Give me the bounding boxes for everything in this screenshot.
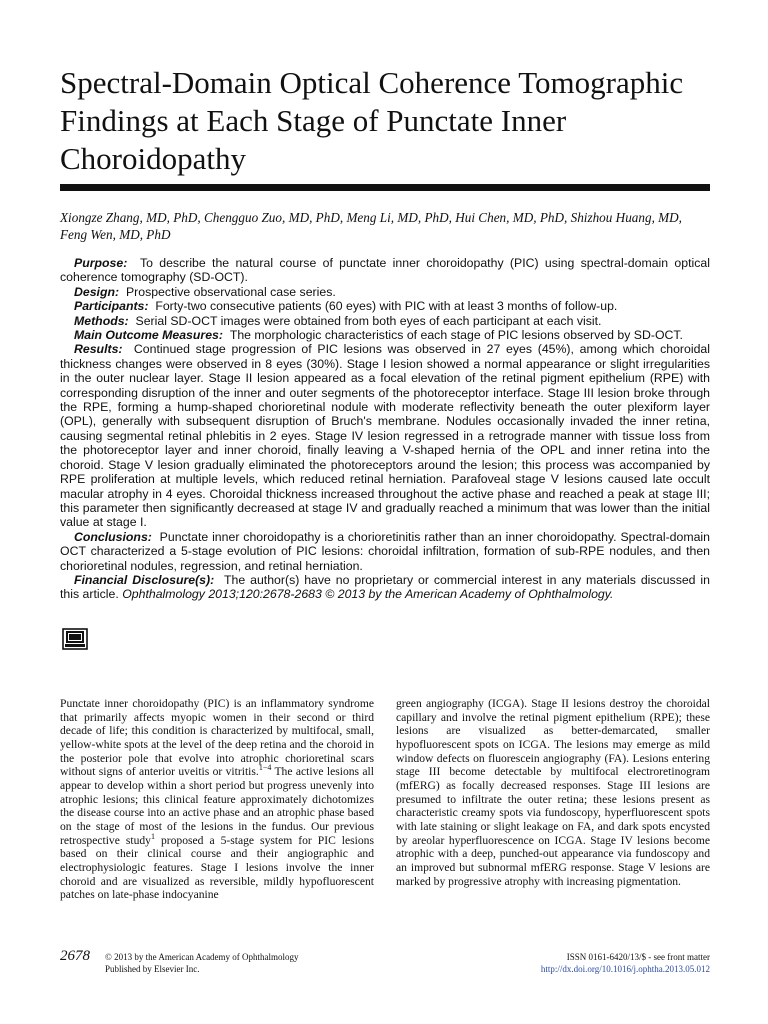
body-column-left bbox=[60, 697, 374, 902]
abstract-results bbox=[60, 342, 710, 529]
design-label: Design: bbox=[74, 284, 120, 299]
abstract-disclosure bbox=[60, 573, 710, 602]
copyright-line: © 2013 by the American Academy of Ophthalmology bbox=[105, 952, 299, 962]
abstract bbox=[60, 256, 710, 602]
journal-citation: Ophthalmology 2013;120:2678-2683 © 2013 by the American Academy of Ophthalmology. bbox=[122, 587, 614, 602]
abstract-purpose bbox=[60, 256, 710, 285]
disclosure-text: The author(s) have no proprietary or commercial interest in any materials discussed in this article. bbox=[60, 572, 710, 602]
methods-text: Serial SD-OCT images were obtained from both eyes of each participant at each visit. bbox=[135, 313, 602, 328]
results-label: Results: bbox=[74, 342, 123, 357]
participants-label: Participants: bbox=[74, 299, 149, 314]
purpose-label: Purpose: bbox=[74, 256, 128, 270]
conclusions-label: Conclusions: bbox=[74, 529, 152, 544]
outcome-text: The morphologic characteristics of each stage of PIC lesions observed by SD-OCT. bbox=[229, 328, 683, 343]
purpose-text: To describe the natural course of punctate inner choroidopathy (PIC) using spectral-domain optical coherence tomography (SD-OCT). bbox=[60, 256, 710, 285]
outcome-label: Main Outcome Measures: bbox=[74, 328, 223, 343]
issn-block bbox=[541, 951, 710, 975]
computer-monitor-icon bbox=[62, 628, 88, 650]
methods-label: Methods: bbox=[74, 313, 129, 328]
disclosure-label: Financial Disclosure(s): bbox=[74, 572, 215, 587]
intro-paragraph bbox=[60, 697, 374, 902]
doi-link[interactable]: http://dx.doi.org/10.1016/j.ophtha.2013.05.012 bbox=[540, 964, 710, 974]
conclusions-text: Punctate inner choroidopathy is a chorioretinitis rather than an inner choroidopathy. Spectral-domain OCT characterized a 5-stage evolution of PIC lesions: choroidal infiltration, formation of sub-RPE nodules, and then chorioretinal nodules, regression, and retinal herniation. bbox=[60, 529, 710, 573]
intro-text-c: proposed a 5-stage system for PIC lesions based on their clinical course and their angiographic and electrophysiologic features. Stage I lesions involve the inner choroid and are visualized as reversible, mildly hypofluorescent patches on late-phase indocyanine bbox=[60, 833, 374, 902]
issn-line: ISSN 0161-6420/13/$ - see front matter bbox=[566, 952, 710, 962]
title-rule bbox=[60, 184, 710, 191]
publisher-line: Published by Elsevier Inc. bbox=[105, 964, 200, 974]
stage-description-paragraph: green angiography (ICGA). Stage II lesions destroy the choroidal capillary and involve the retinal pigment epithelium (RPE); these lesions are visualized as better-demarcated, smaller hypofluorescent spots on ICGA. The lesions may emerge as mild window defects on fluorescein angiography (FA). Lesions entering stage III become detectable by multifocal electroretinogram (mfERG) as focally decreased responses. Stage III lesions are presumed to infiltrate the outer retina; these lesions present as characteristic creamy spots via fundoscopy, hyperfluorescent spots with late staining or slight leakage on FA, and dark spots encysted by areolar hyperfluorescence on ICGA. Stage IV lesions become atrophic with a deep, punched-out appearance via fundoscopy and an improved but subnormal mfERG response. Stage V lesions are marked by progressive atrophy with increasing pigmentation. bbox=[396, 697, 710, 888]
reference-superscript: 1−4 bbox=[258, 763, 272, 773]
intro-text-a: Punctate inner choroidopathy (PIC) is an inflammatory syndrome that primarily affects myopic women in their second or third decade of life; this condition is characterized by multifocal, small, yellow-white spots at the level of the deep retina and the choroid in the posterior pole that evolve into atrophic chorioretinal scars without signs of anterior uveitis or vitritis. bbox=[60, 697, 374, 779]
design-text: Prospective observational case series. bbox=[125, 284, 336, 299]
abstract-conclusions bbox=[60, 530, 710, 573]
reference-superscript: 1 bbox=[150, 831, 155, 841]
abstract-outcome bbox=[60, 328, 710, 342]
abstract-participants bbox=[60, 299, 710, 313]
participants-text: Forty-two consecutive patients (60 eyes) with PIC with at least 3 months of follow-up. bbox=[155, 299, 618, 314]
page-number: 2678 bbox=[60, 948, 90, 964]
article-title: Spectral-Domain Optical Coherence Tomographic Findings at Each Stage of Punctate Inner Choroidopathy bbox=[60, 65, 684, 176]
copyright-notice bbox=[105, 951, 299, 975]
abstract-methods bbox=[60, 314, 710, 328]
author-list: Xiongze Zhang, MD, PhD, Chengguo Zuo, MD, PhD, Meng Li, MD, PhD, Hui Chen, MD, PhD, Shizhou Huang, MD, Feng Wen, MD, PhD bbox=[60, 210, 682, 242]
body-column-right bbox=[396, 697, 710, 888]
abstract-design bbox=[60, 285, 710, 299]
results-text: Continued stage progression of PIC lesions was observed in 27 eyes (45%), among which choroidal thickness changes were observed in 8 eyes (30%). Stage I lesion showed a normal appearance or slight irregularities in the outer nuclear layer. Stage II lesion appeared as a focal elevation of the retinal pigment epithelium (RPE) with corresponding disruption of the inner and outer segments of the photoreceptor interface. Stage III lesion broke through the RPE, forming a hump-shaped chorioretinal nodule with moderate reflectivity beneath the outer plexiform layer (OPL), generally with subsequent disruption of Bruch's membrane. Nodules occasionally invaded the inner retina, causing segmental retinal phlebitis in 2 eyes. Stage IV lesion regressed in a retrograde manner with tissue loss from the photoreceptor layer and inner choroid, finally leaving a V-shaped hernia of the OPL and inner retina into the choroid. Stage V lesion gradually eliminated the photoreceptors around the lesion; this process was accompanied by RPE proliferation at multiple levels, which reduced retinal herniation. Parafoveal stage V lesions caused late occult macular atrophy in 4 eyes. Choroidal thickness increased throughout the active phase and reached a peak at stage III; this parameter then significantly decreased at stage IV and gradually reached a minimum that was lower than the initial value at stage I. bbox=[60, 342, 710, 530]
intro-text-b: The active lesions all appear to develop within a short period but progress unevenly into atrophic lesions; this clinical feature approximately dichotomizes the disease course into an active phase and an atrophic phase based on the stage of most of the lesions in the fundus. Our previous retrospective study bbox=[60, 765, 375, 847]
